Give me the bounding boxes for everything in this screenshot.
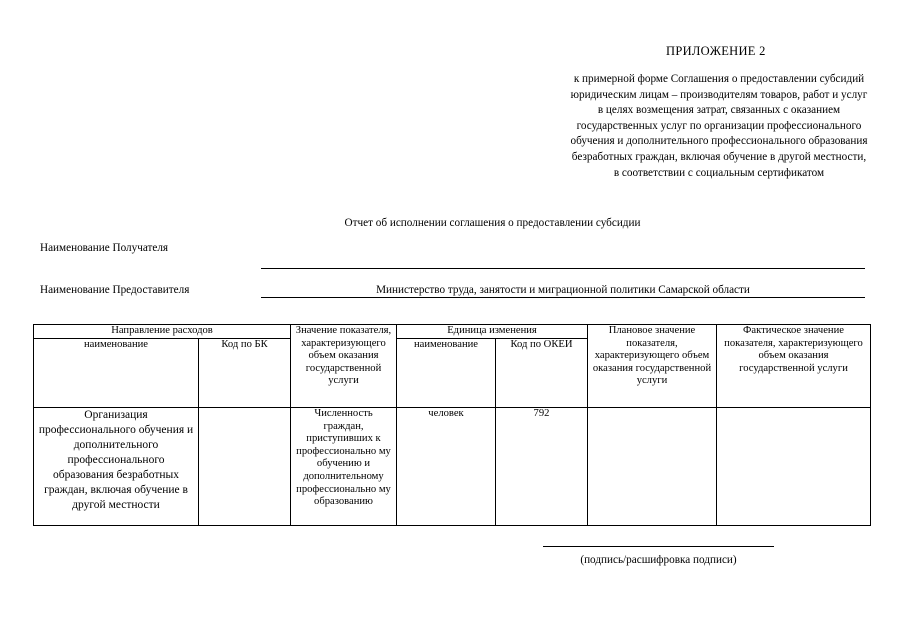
- report-table: [33, 324, 871, 526]
- appendix-title: ПРИЛОЖЕНИЕ 2: [666, 44, 766, 58]
- header-direction-name: наименование: [34, 339, 199, 408]
- signature-caption: (подпись/расшифровка подписи): [580, 554, 737, 566]
- header-indicator-value: Значение показателя, характеризующего объем оказания государственной услуги: [291, 325, 397, 408]
- row-actual[interactable]: [717, 408, 871, 526]
- header-unit-okei: Код по ОКЕИ: [496, 339, 588, 408]
- header-planned-value: Плановое значение показателя, характеризующего объем оказания государственной услуги: [588, 325, 717, 408]
- header-unit-name: наименование: [397, 339, 496, 408]
- recipient-label: Наименование Получателя: [40, 242, 169, 254]
- provider-field: Министерство труда, занятости и миграционной политики Самарской области: [261, 283, 865, 298]
- header-actual-value: Фактическое значение показателя, характеризующего объем оказания государственной услуги: [717, 325, 871, 408]
- recipient-field[interactable]: [261, 268, 865, 269]
- row-unit-name: человек: [397, 408, 496, 526]
- row-okei: 792: [496, 408, 588, 526]
- header-direction: Направление расходов: [34, 325, 291, 339]
- header-direction-kbk: Код по БК: [199, 339, 291, 408]
- table-row: [34, 408, 871, 526]
- provider-label: Наименование Предоставителя: [40, 284, 190, 296]
- signature-line[interactable]: [543, 546, 774, 547]
- row-indicator: Численность граждан, приступивших к профессионально му обучению и дополнительному профессионально му образованию: [291, 408, 397, 526]
- appendix-description: к примерной форме Соглашения о предоставлении субсидий юридическим лицам – производителям товаров, работ и услуг в целях возмещения затрат, связанных с оказанием государственных услуг по организации профессионального обучения и дополнительного профессионального образования безработных граждан, включая обучение в другой местности, в соответствии с социальным сертификатом: [570, 73, 868, 179]
- row-kbk[interactable]: [199, 408, 291, 526]
- report-title: Отчет об исполнении соглашения о предоставлении субсидии: [344, 217, 641, 229]
- row-planned[interactable]: [588, 408, 717, 526]
- row-direction-name: Организация профессионального обучения и дополнительного профессионального образования безработных граждан, включая обучение в другой местности: [34, 408, 199, 526]
- header-unit: Единица изменения: [397, 325, 588, 339]
